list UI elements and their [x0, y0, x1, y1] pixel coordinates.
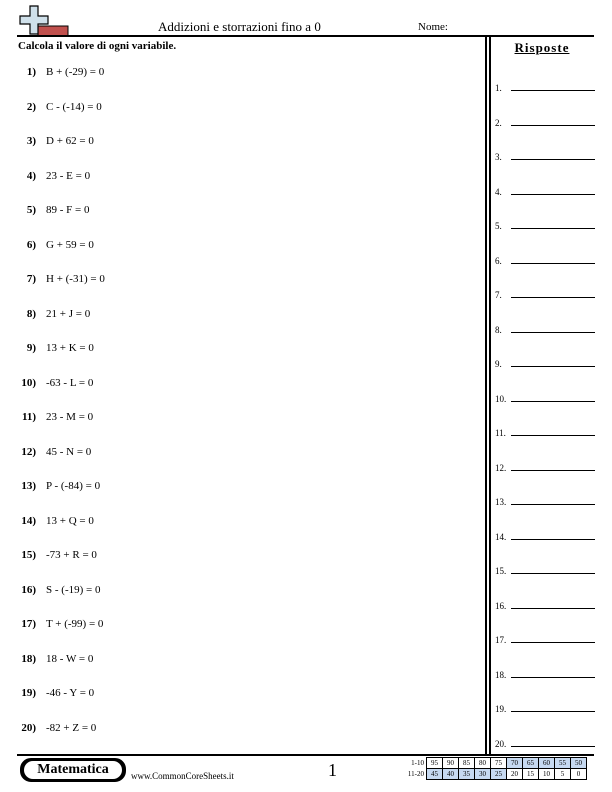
page-title: Addizioni e storrazioni fino a 0	[158, 19, 321, 34]
problem-number: 13)	[21, 480, 36, 492]
problem-number: 19)	[21, 687, 36, 699]
problem-expression: 13 + Q = 0	[46, 514, 94, 527]
answer-line[interactable]	[511, 470, 595, 471]
answer-line[interactable]	[511, 366, 595, 367]
problem-expression: -82 + Z = 0	[46, 721, 97, 734]
problem-expression: 13 + K = 0	[46, 342, 94, 354]
problem-expression: S - (-19) = 0	[46, 583, 101, 596]
answer-row	[495, 491, 595, 507]
problem-expression: 21 + J = 0	[46, 307, 91, 320]
answer-line[interactable]	[511, 332, 595, 333]
problem-expression: -73 + R = 0	[46, 549, 97, 561]
answer-number: 11.	[495, 428, 506, 438]
problem-number: 11)	[21, 411, 36, 423]
problem-expression: G + 59 = 0	[46, 238, 94, 251]
answer-line[interactable]	[511, 159, 595, 160]
page-number: 1	[328, 760, 337, 780]
answer-row	[495, 595, 595, 611]
answer-number: 17.	[495, 635, 507, 645]
answer-line[interactable]	[511, 608, 595, 609]
answer-number: 5.	[495, 221, 502, 231]
score-cell: 95	[427, 758, 443, 769]
score-cell: 35	[459, 769, 475, 780]
answer-number: 6.	[495, 255, 502, 266]
answer-number: 4.	[495, 186, 502, 197]
answer-line[interactable]	[511, 90, 595, 91]
subject-badge	[20, 758, 126, 782]
problem-expression: B + (-29) = 0	[46, 66, 105, 78]
answer-line[interactable]	[511, 677, 595, 678]
problem-number: 14)	[21, 514, 36, 527]
problem-number: 7)	[26, 273, 36, 285]
score-range-label: 11-20	[407, 770, 424, 778]
score-cell: 90	[443, 758, 459, 769]
problem-number: 9)	[26, 342, 36, 354]
problem-expression: 89 - F = 0	[46, 204, 90, 216]
instructions: Calcola il valore di ogni variabile.	[18, 40, 177, 52]
problem-expression: 45 - N = 0	[46, 445, 92, 458]
score-cell: 65	[523, 758, 539, 769]
score-cell: 70	[507, 758, 523, 769]
problem-expression: 23 - M = 0	[46, 411, 94, 423]
footer-rule	[17, 754, 594, 756]
problem-number: 15)	[21, 549, 36, 561]
score-cell: 0	[571, 769, 587, 780]
answer-row	[495, 629, 595, 645]
score-row	[398, 758, 587, 769]
answer-row	[495, 388, 595, 404]
answer-number: 19.	[495, 704, 507, 714]
answer-line[interactable]	[511, 297, 595, 298]
answer-line[interactable]	[511, 746, 595, 747]
problem-number: 16)	[21, 583, 36, 596]
score-cell: 55	[555, 758, 571, 769]
score-table	[398, 757, 587, 780]
score-range-label: 1-10	[411, 759, 424, 767]
math-logo-icon	[18, 4, 70, 38]
problem-expression: T + (-99) = 0	[46, 618, 104, 630]
column-divider	[485, 36, 487, 754]
answer-number: 10.	[495, 393, 507, 404]
answer-number: 9.	[495, 359, 502, 369]
answer-line[interactable]	[511, 125, 595, 126]
answer-number: 13.	[495, 497, 507, 507]
score-cell: 30	[475, 769, 491, 780]
answer-row	[495, 560, 595, 576]
score-cell: 15	[523, 769, 539, 780]
answer-line[interactable]	[511, 401, 595, 402]
name-label: Nome:	[418, 21, 448, 33]
answer-row	[495, 733, 595, 749]
answer-number: 15.	[495, 566, 507, 576]
score-cell: 80	[475, 758, 491, 769]
score-cell: 5	[555, 769, 571, 780]
answer-number: 8.	[495, 324, 502, 335]
answer-line[interactable]	[511, 711, 595, 712]
problem-expression: 23 - E = 0	[46, 169, 91, 182]
answer-number: 20.	[495, 738, 507, 749]
answer-row	[495, 250, 595, 266]
problem-number: 18)	[21, 652, 36, 665]
problem-number: 17)	[21, 618, 36, 630]
answer-line[interactable]	[511, 504, 595, 505]
answer-row	[495, 77, 595, 93]
score-cell: 40	[443, 769, 459, 780]
answer-number: 2.	[495, 117, 502, 128]
answer-line[interactable]	[511, 228, 595, 229]
problem-expression: -63 - L = 0	[46, 376, 94, 389]
problem-number: 5)	[26, 204, 36, 216]
answers-title: Risposte	[514, 40, 570, 55]
problem-number: 20)	[21, 721, 36, 734]
answer-row	[495, 526, 595, 542]
problem-expression: -46 - Y = 0	[46, 687, 95, 699]
problem-expression: C - (-14) = 0	[46, 100, 102, 113]
score-cell: 60	[539, 758, 555, 769]
score-cell: 85	[459, 758, 475, 769]
problem-expression: D + 62 = 0	[46, 135, 94, 147]
answer-row	[495, 457, 595, 473]
problem-number: 2)	[26, 100, 36, 113]
problem-number: 6)	[26, 238, 36, 251]
score-cell: 10	[539, 769, 555, 780]
answer-row	[495, 422, 595, 438]
score-cell: 75	[491, 758, 507, 769]
answer-number: 3.	[495, 152, 502, 162]
website-url: www.CommonCoreSheets.it	[131, 771, 234, 781]
answer-row	[495, 284, 595, 300]
answer-number: 14.	[495, 531, 507, 542]
answer-number: 12.	[495, 462, 507, 473]
problem-number: 8)	[26, 307, 36, 320]
problem-number: 4)	[26, 169, 36, 182]
answer-row	[495, 664, 595, 680]
answer-number: 18.	[495, 669, 507, 680]
answer-row	[495, 698, 595, 714]
answer-line[interactable]	[511, 573, 595, 574]
answer-line[interactable]	[511, 539, 595, 540]
problem-number: 3)	[26, 135, 36, 147]
problem-expression: P - (-84) = 0	[46, 480, 101, 492]
answer-number: 16.	[495, 600, 507, 611]
subject-label: Matematica	[24, 761, 122, 779]
answer-row	[495, 215, 595, 231]
answer-line[interactable]	[511, 194, 595, 195]
problem-expression: H + (-31) = 0	[46, 273, 105, 285]
problem-expression: 18 - W = 0	[46, 652, 94, 665]
problem-number: 12)	[21, 445, 36, 458]
score-row	[398, 769, 587, 780]
problem-number: 10)	[21, 376, 36, 389]
answer-row	[495, 112, 595, 128]
score-cell: 45	[427, 769, 443, 780]
answer-line[interactable]	[511, 263, 595, 264]
answer-row	[495, 146, 595, 162]
score-cell: 50	[571, 758, 587, 769]
answer-number: 1.	[495, 83, 502, 93]
answer-row	[495, 319, 595, 335]
problem-number: 1)	[26, 66, 36, 78]
header-rule	[17, 35, 594, 37]
answer-line[interactable]	[511, 642, 595, 643]
answer-number: 7.	[495, 290, 502, 300]
score-cell: 20	[507, 769, 523, 780]
column-divider	[489, 36, 491, 754]
answer-row	[495, 181, 595, 197]
answer-row	[495, 353, 595, 369]
answer-line[interactable]	[511, 435, 595, 436]
score-cell: 25	[491, 769, 507, 780]
